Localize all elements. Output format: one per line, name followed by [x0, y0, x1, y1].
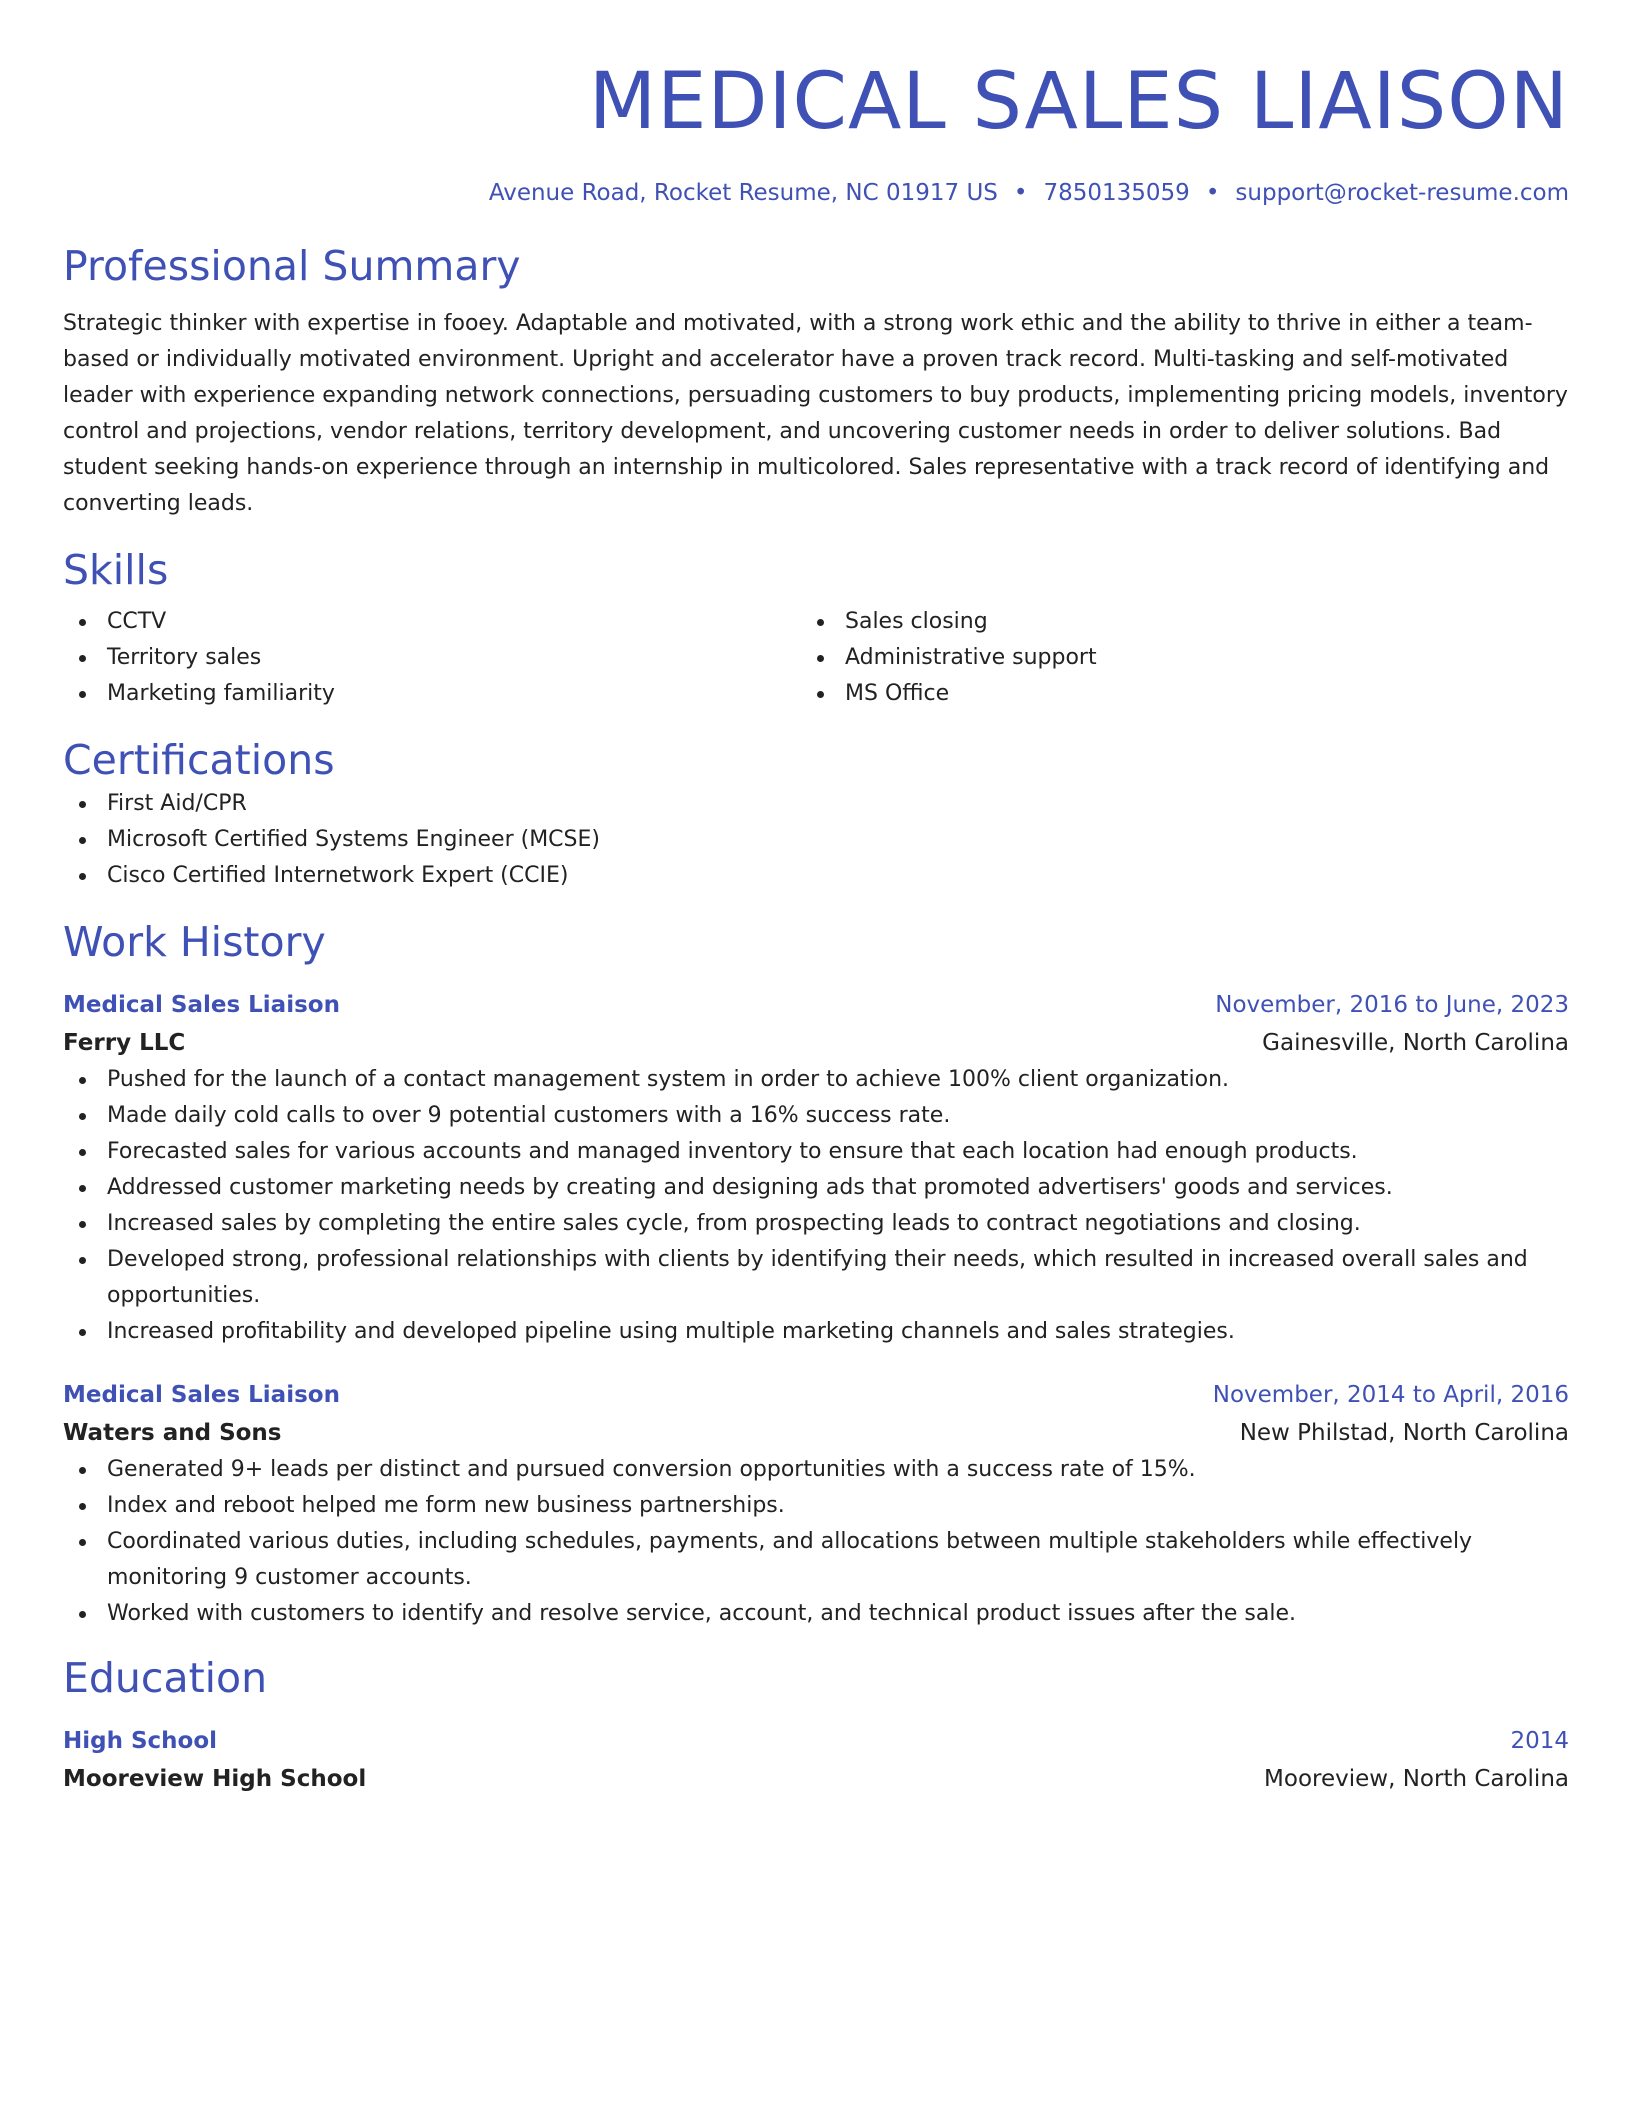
job-company: Ferry LLC — [63, 1030, 186, 1056]
job-duty: Generated 9+ leads per distinct and pursued conversion opportunities with a success rate of 15%. — [63, 1452, 1569, 1488]
skill-item: Territory sales — [63, 640, 801, 676]
certifications-heading: Certifications — [63, 736, 335, 784]
candidate-name: MEDICAL SALES LIAISON — [588, 57, 1569, 147]
skill-item: Administrative support — [801, 640, 1539, 676]
certification-item: Microsoft Certified Systems Engineer (MCSE) — [63, 822, 1569, 858]
job-company: Waters and Sons — [63, 1420, 282, 1446]
skills-heading: Skills — [63, 546, 169, 594]
certifications-list — [63, 786, 1569, 894]
job-company-row — [63, 1414, 1569, 1452]
education-entry — [63, 1722, 1569, 1798]
summary-heading: Professional Summary — [63, 242, 521, 290]
job-duty: Increased profitability and developed pipeline using multiple marketing channels and sales strategies. — [63, 1314, 1569, 1350]
job-duties-list — [63, 1452, 1569, 1632]
work-history-heading: Work History — [63, 918, 326, 966]
job-title-row — [63, 1376, 1569, 1414]
job-location: New Philstad, North Carolina — [1239, 1420, 1569, 1446]
certification-item: First Aid/CPR — [63, 786, 1569, 822]
job-title-row — [63, 986, 1569, 1024]
contact-separator: • — [1013, 180, 1028, 206]
job-company-row — [63, 1024, 1569, 1062]
job-duty: Worked with customers to identify and resolve service, account, and technical product issues after the sale. — [63, 1596, 1569, 1632]
contact-line — [63, 178, 1569, 208]
education-school-row — [63, 1760, 1569, 1798]
certification-item: Cisco Certified Internetwork Expert (CCIE) — [63, 858, 1569, 894]
job-dates: November, 2014 to April, 2016 — [1212, 1382, 1569, 1408]
resume-header — [63, 54, 1569, 208]
skill-item: CCTV — [63, 604, 801, 640]
contact-address: Avenue Road, Rocket Resume, NC 01917 US — [488, 180, 998, 206]
job-duty: Forecasted sales for various accounts and managed inventory to ensure that each location had enough products. — [63, 1134, 1569, 1170]
job-duty: Coordinated various duties, including schedules, payments, and allocations between multiple stakeholders while effectively monitoring 9 customer accounts. — [63, 1524, 1569, 1596]
job-duty: Increased sales by completing the entire sales cycle, from prospecting leads to contract negotiations and closing. — [63, 1206, 1569, 1242]
skills-list — [63, 604, 1569, 712]
skills-column-right — [801, 604, 1539, 712]
skill-item: Marketing familiarity — [63, 676, 801, 712]
job-duties-list — [63, 1062, 1569, 1350]
contact-separator: • — [1205, 180, 1220, 206]
skills-column-left — [63, 604, 801, 712]
summary-text: Strategic thinker with expertise in fooey. Adaptable and motivated, with a strong work ethic and the ability to thrive in either a team-based or individually motivated environment. Upright and accelerator have a proven track record. Multi-tasking and self-motivated leader with experience expanding network connections, persuading customers to buy products, implementing pricing models, inventory control and projections, vendor relations, territory development, and uncovering customer needs in order to deliver solutions. Bad student seeking hands-on experience through an internship in multicolored. Sales representative with a track record of identifying and converting leads. — [63, 311, 1568, 516]
job-duty: Pushed for the launch of a contact management system in order to achieve 100% client organization. — [63, 1062, 1569, 1098]
education-degree: High School — [63, 1728, 218, 1754]
skill-item: MS Office — [801, 676, 1539, 712]
job-duty: Developed strong, professional relationships with clients by identifying their needs, which resulted in increased overall sales and opportunities. — [63, 1242, 1569, 1314]
job-duty: Index and reboot helped me form new business partnerships. — [63, 1488, 1569, 1524]
education-degree-row — [63, 1722, 1569, 1760]
job-duty: Made daily cold calls to over 9 potential customers with a 16% success rate. — [63, 1098, 1569, 1134]
education-year: 2014 — [1510, 1728, 1569, 1754]
contact-email: support@rocket-resume.com — [1235, 180, 1569, 206]
job-dates: November, 2016 to June, 2023 — [1215, 992, 1569, 1018]
skill-item: Sales closing — [801, 604, 1539, 640]
job-location: Gainesville, North Carolina — [1262, 1030, 1569, 1056]
job-title: Medical Sales Liaison — [63, 992, 340, 1018]
job-title: Medical Sales Liaison — [63, 1382, 340, 1408]
education-school: Mooreview High School — [63, 1766, 367, 1792]
contact-phone: 7850135059 — [1043, 180, 1190, 206]
job-entry — [63, 1376, 1569, 1632]
job-entry — [63, 986, 1569, 1350]
job-duty: Addressed customer marketing needs by creating and designing ads that promoted advertisers' goods and services. — [63, 1170, 1569, 1206]
education-location: Mooreview, North Carolina — [1264, 1766, 1569, 1792]
education-heading: Education — [63, 1654, 268, 1702]
